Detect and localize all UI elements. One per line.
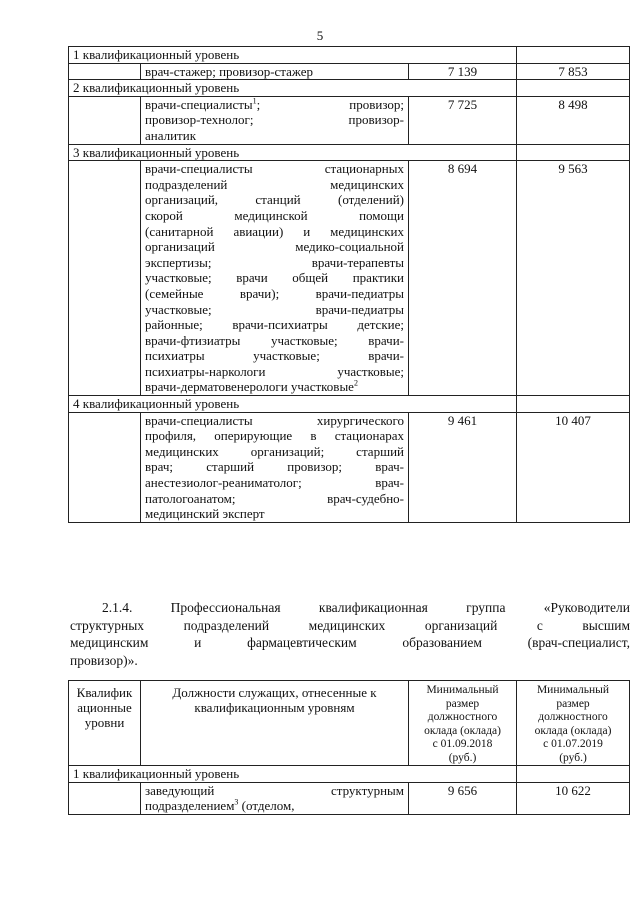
header-min-2018 <box>409 681 517 766</box>
paragraph-line: провизор)». <box>70 652 138 668</box>
position-line: врачи-специалисты$^1$; провизор; <box>145 96 404 112</box>
position-cell <box>141 782 409 814</box>
position-text <box>145 783 404 814</box>
header-line: размер <box>556 697 590 710</box>
paragraph-line: структурных подразделений медицинских организаций с высшим <box>70 617 630 633</box>
salary-2018-cell: 7 725 <box>409 96 517 144</box>
position-line: организаций, станций (отделений) <box>145 192 404 208</box>
position-line: медицинский эксперт <box>145 506 265 522</box>
header-line: Квалифик <box>76 685 133 700</box>
page-number: 5 <box>316 28 324 43</box>
position-line: врач; старший провизор; врач- <box>145 459 404 475</box>
footnote-mark: 3 <box>234 797 239 807</box>
header-line: квалификационным уровням <box>194 700 355 715</box>
header-line: размер <box>445 697 480 710</box>
position-text <box>145 161 404 395</box>
qualification-level-label: 1 квалификационный уровень <box>69 47 517 64</box>
position-text <box>145 97 404 144</box>
header-line: оклада (оклада) <box>424 724 501 737</box>
table1-level-row <box>69 396 630 413</box>
header-line: с 01.07.2019 <box>543 738 603 750</box>
salary-2019-cell: 10 407 <box>517 412 630 522</box>
position-line: (санитарной авиации) и медицинских <box>145 223 404 239</box>
salary-2018-cell: 9 461 <box>409 412 517 522</box>
salary-table-managers <box>68 680 630 815</box>
qualification-level-label: 1 квалификационный уровень <box>69 766 517 783</box>
header-min-2019 <box>517 681 630 766</box>
qualification-level-label: 3 квалификационный уровень <box>69 144 517 161</box>
position-line: подразделением$^3$ (отделом, <box>145 797 295 814</box>
position-cell <box>141 63 409 80</box>
position-line: скорой медицинской помощи <box>145 207 404 223</box>
header-levels <box>69 681 141 766</box>
position-cell <box>141 161 409 396</box>
level-blank-cell <box>69 782 141 814</box>
salary-2018-cell: 9 656 <box>409 782 517 814</box>
header-line: уровни <box>84 715 125 730</box>
header-line: оклада (оклада) <box>534 724 612 737</box>
header-line: должностного <box>538 711 608 723</box>
table1-level-row <box>69 47 630 64</box>
position-cell <box>141 96 409 144</box>
position-line: заведующий структурным <box>145 782 404 798</box>
position-line: (семейные врачи); врачи-педиатры <box>145 285 404 301</box>
header-line: (руб.) <box>448 751 477 764</box>
header-line: Минимальный <box>536 684 610 696</box>
qualification-level-label: 2 квалификационный уровень <box>69 80 517 97</box>
position-line: участковые; врачи общей практики <box>145 270 404 286</box>
salary-2019-cell: 7 853 <box>517 63 630 80</box>
position-line: медицинских организаций; старший <box>145 443 404 459</box>
position-cell <box>141 412 409 522</box>
level-row-empty-cell <box>517 396 630 413</box>
table1-data-row <box>69 63 630 80</box>
position-line: анестезиолог-реаниматолог; врач- <box>145 475 404 491</box>
salary-2019-cell: 9 563 <box>517 161 630 396</box>
section-2-1-4-paragraph <box>70 599 630 669</box>
salary-2019-cell: 10 622 <box>517 782 630 814</box>
position-line: участковые; врачи-педиатры <box>145 301 404 317</box>
header-line: Должности служащих, отнесенные к <box>172 685 377 700</box>
footnote-mark: 1 <box>252 96 257 106</box>
position-line: экспертизы; врачи-терапевты <box>145 254 404 270</box>
position-line: патологоанатом; врач-судебно- <box>145 490 404 506</box>
level-blank-cell <box>69 63 141 80</box>
position-line: врачи-дерматовенерологи участковые$^2$ <box>145 379 358 395</box>
salary-2019-cell: 8 498 <box>517 96 630 144</box>
salary-table-continued <box>68 46 630 523</box>
table1-data-row <box>69 412 630 522</box>
position-line: психиатры участковые; врачи- <box>145 348 404 364</box>
paragraph-line: медицинским и фармацевтическим образованием (врач-специалист, <box>70 635 630 650</box>
header-line: ационные <box>77 700 132 715</box>
position-line: организаций медико-социальной <box>145 239 404 255</box>
position-line: врачи-специалисты хирургического <box>145 412 404 428</box>
position-text <box>145 64 404 80</box>
position-line: врачи-фтизиатры участковые; врачи- <box>145 332 404 348</box>
level-row-empty-cell <box>517 80 630 97</box>
table1-level-row <box>69 80 630 97</box>
header-line: Минимальный <box>426 684 499 696</box>
table2-level-row <box>69 766 630 783</box>
level-blank-cell <box>69 161 141 396</box>
qualification-level-label: 4 квалификационный уровень <box>69 396 517 413</box>
table-header-row <box>69 681 630 766</box>
salary-2018-cell: 7 139 <box>409 63 517 80</box>
position-line: психиатры-наркологи участковые; <box>145 363 404 379</box>
position-line: районные; врачи-психиатры детские; <box>145 317 404 333</box>
position-line: врач-стажер; провизор-стажер <box>145 63 313 79</box>
position-text <box>145 413 404 522</box>
header-line: (руб.) <box>559 751 587 764</box>
header-line: с 01.09.2018 <box>432 738 493 750</box>
salary-2018-cell: 8 694 <box>409 161 517 396</box>
table1-data-row <box>69 161 630 396</box>
paragraph-line: 2.1.4. Профессиональная квалификационная группа «Руководители <box>102 600 630 615</box>
footnote-mark: 2 <box>353 379 358 389</box>
level-blank-cell <box>69 412 141 522</box>
position-line: подразделений медицинских <box>145 176 404 192</box>
position-line: аналитик <box>145 127 197 143</box>
level-row-empty-cell <box>517 766 630 783</box>
header-positions <box>141 681 409 766</box>
table1-data-row <box>69 96 630 144</box>
level-row-empty-cell <box>517 47 630 64</box>
level-blank-cell <box>69 96 141 144</box>
table2-data-row <box>69 782 630 814</box>
table1-level-row <box>69 144 630 161</box>
position-line: провизор-технолог; провизор- <box>145 112 404 128</box>
position-line: профиля, оперирующие в стационарах <box>145 428 404 444</box>
level-row-empty-cell <box>517 144 630 161</box>
header-line: должностного <box>427 711 498 723</box>
position-line: врачи-специалисты стационарных <box>145 161 404 177</box>
